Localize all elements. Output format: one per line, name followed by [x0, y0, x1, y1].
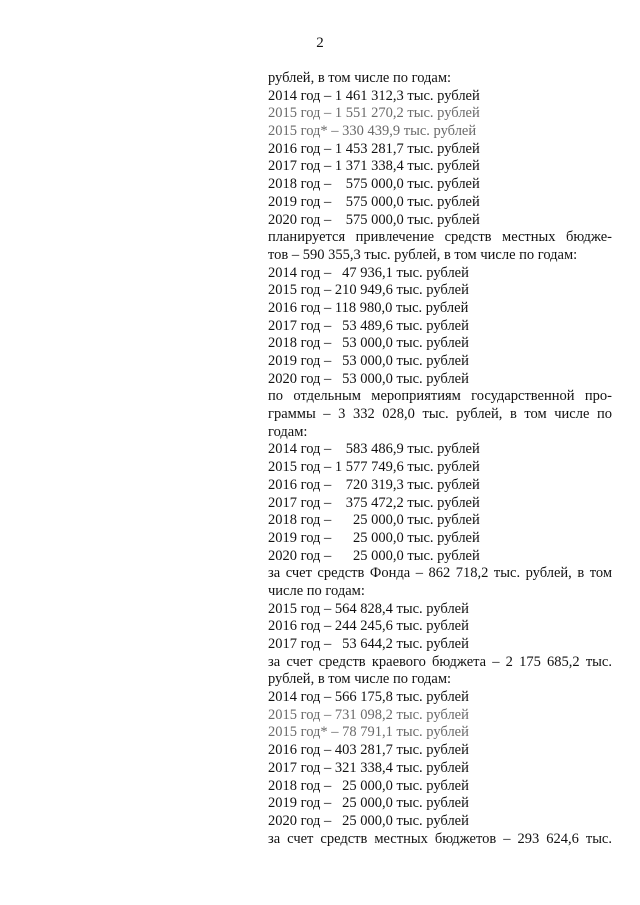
text-line: 2015 год – 564 828,4 тыс. рублей — [268, 600, 469, 617]
text-line: 2020 год – 575 000,0 тыс. рублей — [268, 211, 480, 228]
text-line: 2018 год – 25 000,0 тыс. рублей — [268, 777, 469, 794]
text-line: за счет средств местных бюджетов – 293 624,6 тыс. — [268, 830, 612, 847]
text-line: 2015 год – 210 949,6 тыс. рублей — [268, 282, 469, 299]
text-line: 2017 год – 53 644,2 тыс. рублей — [268, 636, 469, 652]
text-line: граммы – 3 332 028,0 тыс. рублей, в том числе по — [268, 406, 612, 423]
text-line: 2015 год* – 330 439,9 тыс. рублей — [268, 123, 477, 140]
text-line: 2020 год – 53 000,0 тыс. рублей — [268, 370, 469, 387]
document-body — [268, 70, 612, 848]
text-line: 2016 год – 720 319,3 тыс. рублей — [268, 476, 480, 493]
text-line: 2015 год – 1 551 270,2 тыс. рублей — [268, 105, 480, 122]
text-line: 2016 год – 118 980,0 тыс. рублей — [268, 299, 469, 316]
text-line: 2016 год – 403 281,7 тыс. рублей — [268, 742, 469, 759]
text-line: 2019 год – 53 000,0 тыс. рублей — [268, 353, 469, 369]
text-line: 2018 год – 53 000,0 тыс. рублей — [268, 335, 469, 352]
text-line: 2014 год – 1 461 312,3 тыс. рублей — [268, 87, 480, 104]
text-line: 2017 год – 1 371 338,4 тыс. рублей — [268, 158, 480, 175]
text-line: 2014 год – 47 936,1 тыс. рублей — [268, 264, 469, 281]
text-line: 2016 год – 244 245,6 тыс. рублей — [268, 618, 469, 635]
text-line: 2019 год – 575 000,0 тыс. рублей — [268, 193, 480, 210]
text-line: годам: — [268, 423, 308, 440]
text-line: 2014 год – 566 175,8 тыс. рублей — [268, 689, 469, 706]
text-line: 2020 год – 25 000,0 тыс. рублей — [268, 812, 469, 829]
text-line: 2017 год – 53 489,6 тыс. рублей — [268, 317, 469, 334]
text-line: 2015 год – 1 577 749,6 тыс. рублей — [268, 459, 480, 476]
text-line: рублей, в том числе по годам: — [268, 70, 452, 86]
text-line: 2017 год – 321 338,4 тыс. рублей — [268, 759, 469, 776]
text-line: 2019 год – 25 000,0 тыс. рублей — [268, 529, 480, 546]
text-line: 2014 год – 583 486,9 тыс. рублей — [268, 441, 480, 458]
text-line: по отдельным мероприятиям государственной про- — [268, 388, 612, 405]
text-line: рублей, в том числе по годам: — [268, 671, 452, 688]
text-line: за счет средств Фонда – 862 718,2 тыс. рублей, в том — [268, 565, 612, 582]
text-line: 2017 год – 375 472,2 тыс. рублей — [268, 494, 480, 511]
text-line: числе по годам: — [268, 582, 365, 599]
text-line: 2015 год – 731 098,2 тыс. рублей — [268, 706, 469, 723]
text-line: 2016 год – 1 453 281,7 тыс. рублей — [268, 140, 480, 157]
text-line: 2018 год – 575 000,0 тыс. рублей — [268, 176, 480, 193]
text-line: 2020 год – 25 000,0 тыс. рублей — [268, 547, 480, 564]
text-line: планируется привлечение средств местных бюдже- — [268, 229, 612, 246]
text-line: 2018 год – 25 000,0 тыс. рублей — [268, 512, 480, 529]
text-line: 2015 год* – 78 791,1 тыс. рублей — [268, 724, 469, 741]
text-line: тов – 590 355,3 тыс. рублей, в том числе по годам: — [268, 246, 578, 263]
text-line: 2019 год – 25 000,0 тыс. рублей — [268, 795, 469, 812]
page-number: 2 — [316, 35, 324, 51]
text-line: за счет средств краевого бюджета – 2 175 685,2 тыс. — [268, 653, 612, 670]
